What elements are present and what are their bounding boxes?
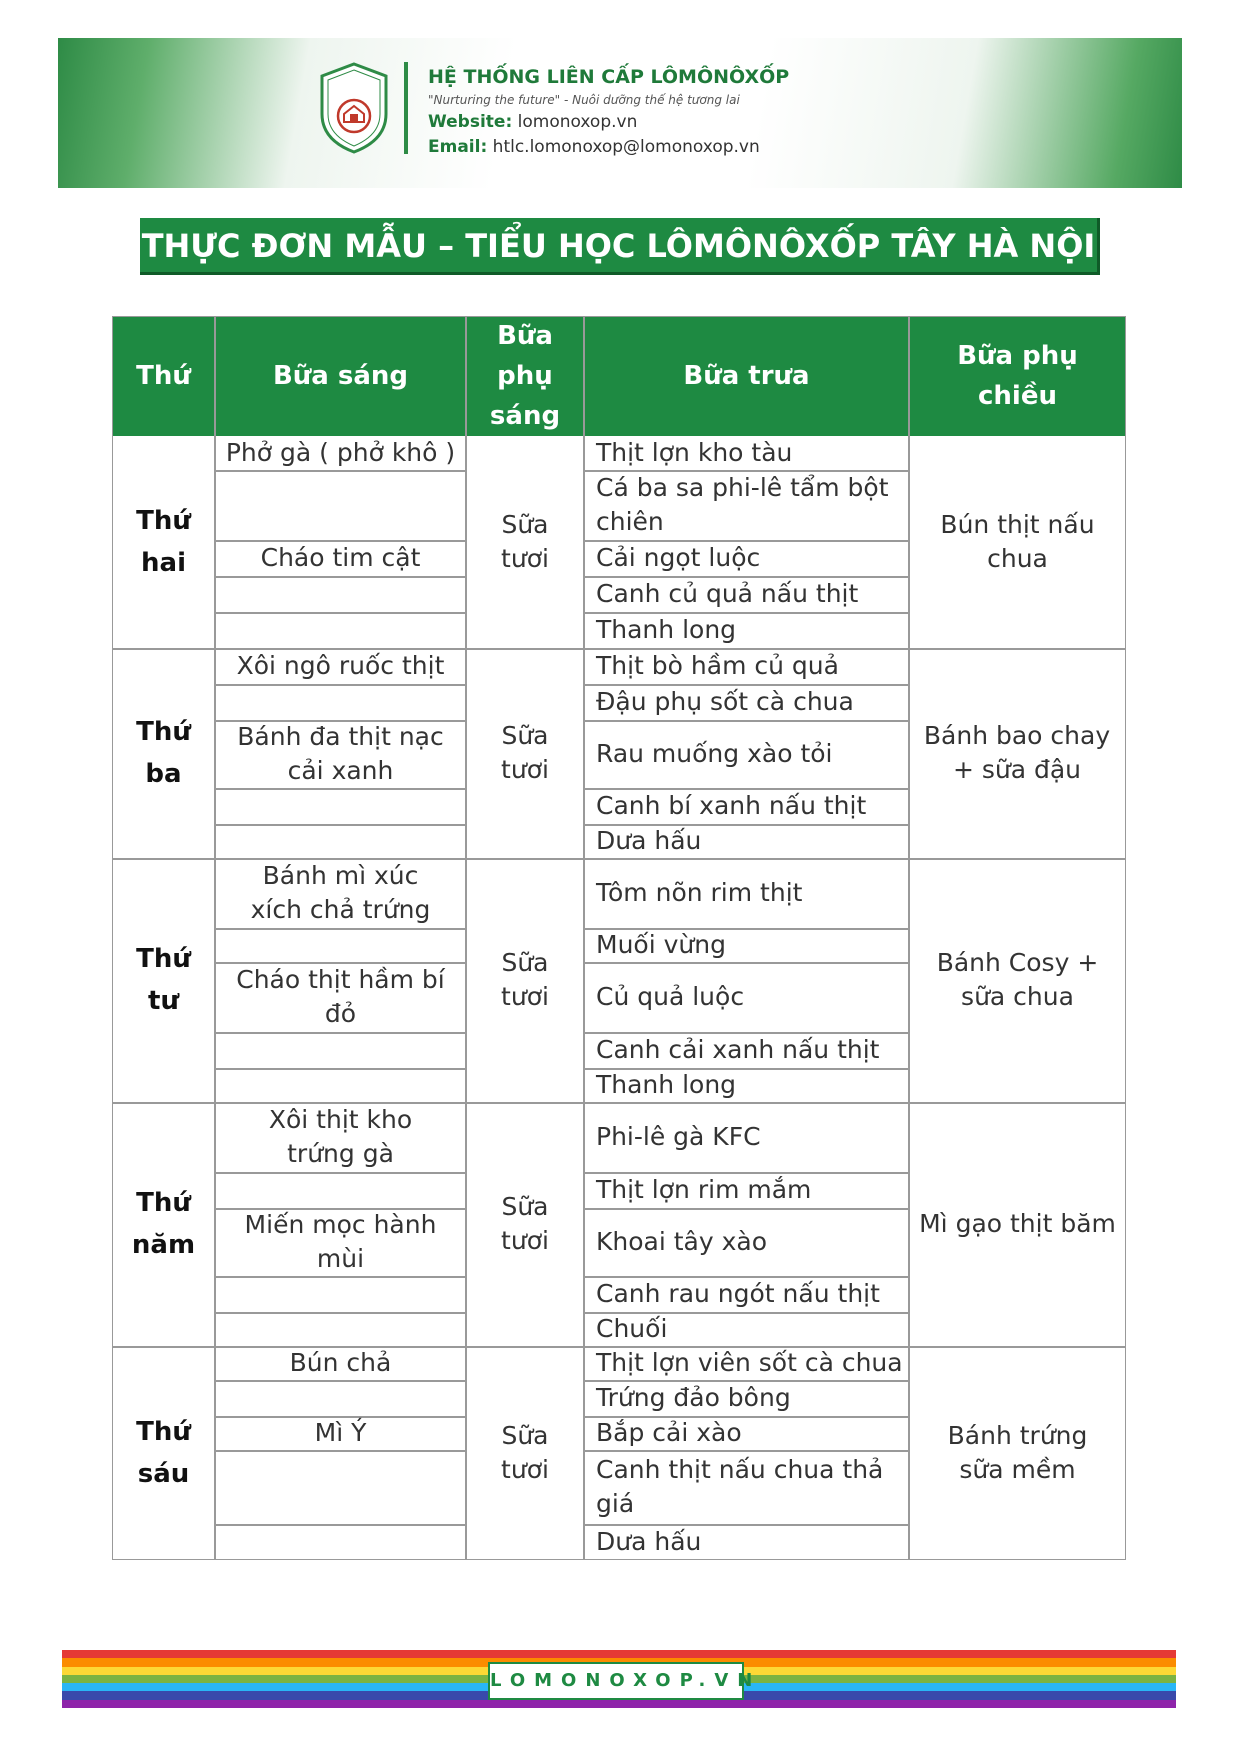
lunch-item: Canh rau ngót nấu thịt (596, 1279, 880, 1308)
website-link[interactable]: lomonoxop.vn (517, 112, 638, 132)
website-label: Website: (428, 112, 513, 132)
row-divider (215, 788, 466, 790)
day-label: Thứ sáu (136, 1417, 191, 1489)
breakfast-item: Xôi ngô ruốc thịt (236, 651, 445, 680)
lunch-item: Canh thịt nấu chua thả giá (596, 1455, 884, 1518)
email-label: Email: (428, 137, 488, 157)
page-title: THỰC ĐƠN MẪU – TIỂU HỌC LÔMÔNÔXỐP TÂY HÀ NỘI (140, 218, 1100, 275)
lunch-item: Trứng đảo bông (596, 1383, 791, 1412)
header-bua-phu-chieu: Bữa phụ chiều (957, 341, 1078, 411)
row-divider (215, 1450, 466, 1452)
brand-email (428, 137, 760, 157)
header-bua-trua: Bữa trưa (683, 361, 810, 391)
breakfast-item: Miến mọc hành mùi (244, 1210, 437, 1273)
row-divider (215, 928, 466, 930)
brand-title: HỆ THỐNG LIÊN CẤP LÔMÔNÔXỐP (428, 66, 790, 88)
breakfast-item: Xôi thịt kho trứng gà (268, 1105, 413, 1168)
lunch-item: Muối vừng (596, 930, 726, 959)
row-divider (215, 1312, 466, 1314)
lunch-item: Bắp cải xào (596, 1418, 742, 1447)
breakfast-item: Bánh mì xúc xích chả trứng (250, 861, 431, 924)
lunch-item: Tôm nõn rim thịt (596, 878, 803, 907)
lunch-item: Dưa hấu (596, 1527, 702, 1556)
brand-divider (404, 62, 408, 154)
breakfast-item: Phở gà ( phở khô ) (225, 438, 456, 467)
row-divider (215, 576, 466, 578)
row-divider (215, 1032, 466, 1034)
school-logo (318, 62, 390, 154)
row-divider (215, 684, 466, 686)
lunch-item: Chuối (596, 1314, 668, 1343)
lunch-item: Thịt bò hầm củ quả (596, 651, 839, 680)
lunch-item: Rau muống xào tỏi (596, 739, 833, 768)
morning-snack: Sữa tươi (501, 510, 549, 573)
lunch-item: Phi-lê gà KFC (596, 1122, 761, 1151)
row-divider (215, 1524, 466, 1526)
row-divider (215, 470, 466, 472)
breakfast-item: Cháo thịt hầm bí đỏ (236, 965, 445, 1028)
lunch-item: Canh củ quả nấu thịt (596, 579, 859, 608)
afternoon-snack: Bánh Cosy + sữa chua (936, 948, 1099, 1011)
afternoon-snack: Mì gạo thịt băm (919, 1209, 1116, 1238)
lunch-item: Thịt lợn viên sốt cà chua (596, 1348, 903, 1377)
brand-slogan: "Nurturing the future" - Nuôi dưỡng thế hệ tương lai (428, 93, 740, 107)
lunch-item: Canh cải xanh nấu thịt (596, 1035, 880, 1064)
lunch-item: Cải ngọt luộc (596, 543, 761, 572)
lunch-item: Dưa hấu (596, 826, 702, 855)
afternoon-snack: Bánh trứng sữa mềm (947, 1421, 1088, 1484)
lunch-item: Thanh long (596, 615, 737, 644)
morning-snack: Sữa tươi (501, 1421, 549, 1484)
row-divider (215, 824, 466, 826)
row-divider (215, 1068, 466, 1070)
breakfast-item: Bún chả (289, 1348, 392, 1377)
email-link[interactable]: htlc.lomonoxop@lomonoxop.vn (492, 137, 760, 157)
lunch-item: Thanh long (596, 1070, 737, 1099)
afternoon-snack: Bánh bao chay + sữa đậu (923, 721, 1111, 784)
morning-snack: Sữa tươi (501, 1192, 549, 1255)
lunch-item: Đậu phụ sốt cà chua (596, 687, 854, 716)
row-divider (215, 1276, 466, 1278)
day-label: Thứ hai (136, 506, 191, 578)
lunch-item: Thịt lợn kho tàu (596, 438, 793, 467)
breakfast-item: Cháo tim cật (260, 543, 421, 572)
header-bua-phu-sang: Bữa phụ sáng (489, 321, 561, 431)
lunch-item: Củ quả luộc (596, 982, 745, 1011)
brand-website (428, 112, 637, 132)
afternoon-snack: Bún thịt nấu chua (940, 510, 1095, 573)
morning-snack: Sữa tươi (501, 948, 549, 1011)
row-divider (215, 612, 466, 614)
header-bua-sang: Bữa sáng (272, 361, 409, 391)
row-divider (215, 1380, 466, 1382)
header-thu: Thứ (136, 361, 191, 391)
lunch-item: Khoai tây xào (596, 1227, 768, 1256)
lunch-item: Canh bí xanh nấu thịt (596, 791, 867, 820)
morning-snack: Sữa tươi (501, 721, 549, 784)
day-label: Thứ năm (131, 1188, 196, 1260)
lunch-item: Cá ba sa phi-lê tẩm bột chiên (596, 473, 889, 536)
footer-website-badge[interactable]: LOMONOXOP.VN (488, 1662, 744, 1700)
row-divider (215, 1172, 466, 1174)
day-label: Thứ ba (136, 717, 191, 789)
breakfast-item: Bánh đa thịt nạc cải xanh (237, 722, 444, 785)
lunch-item: Thịt lợn rim mắm (596, 1175, 812, 1204)
breakfast-item: Mì Ý (314, 1418, 367, 1447)
day-label: Thứ tư (136, 944, 191, 1016)
